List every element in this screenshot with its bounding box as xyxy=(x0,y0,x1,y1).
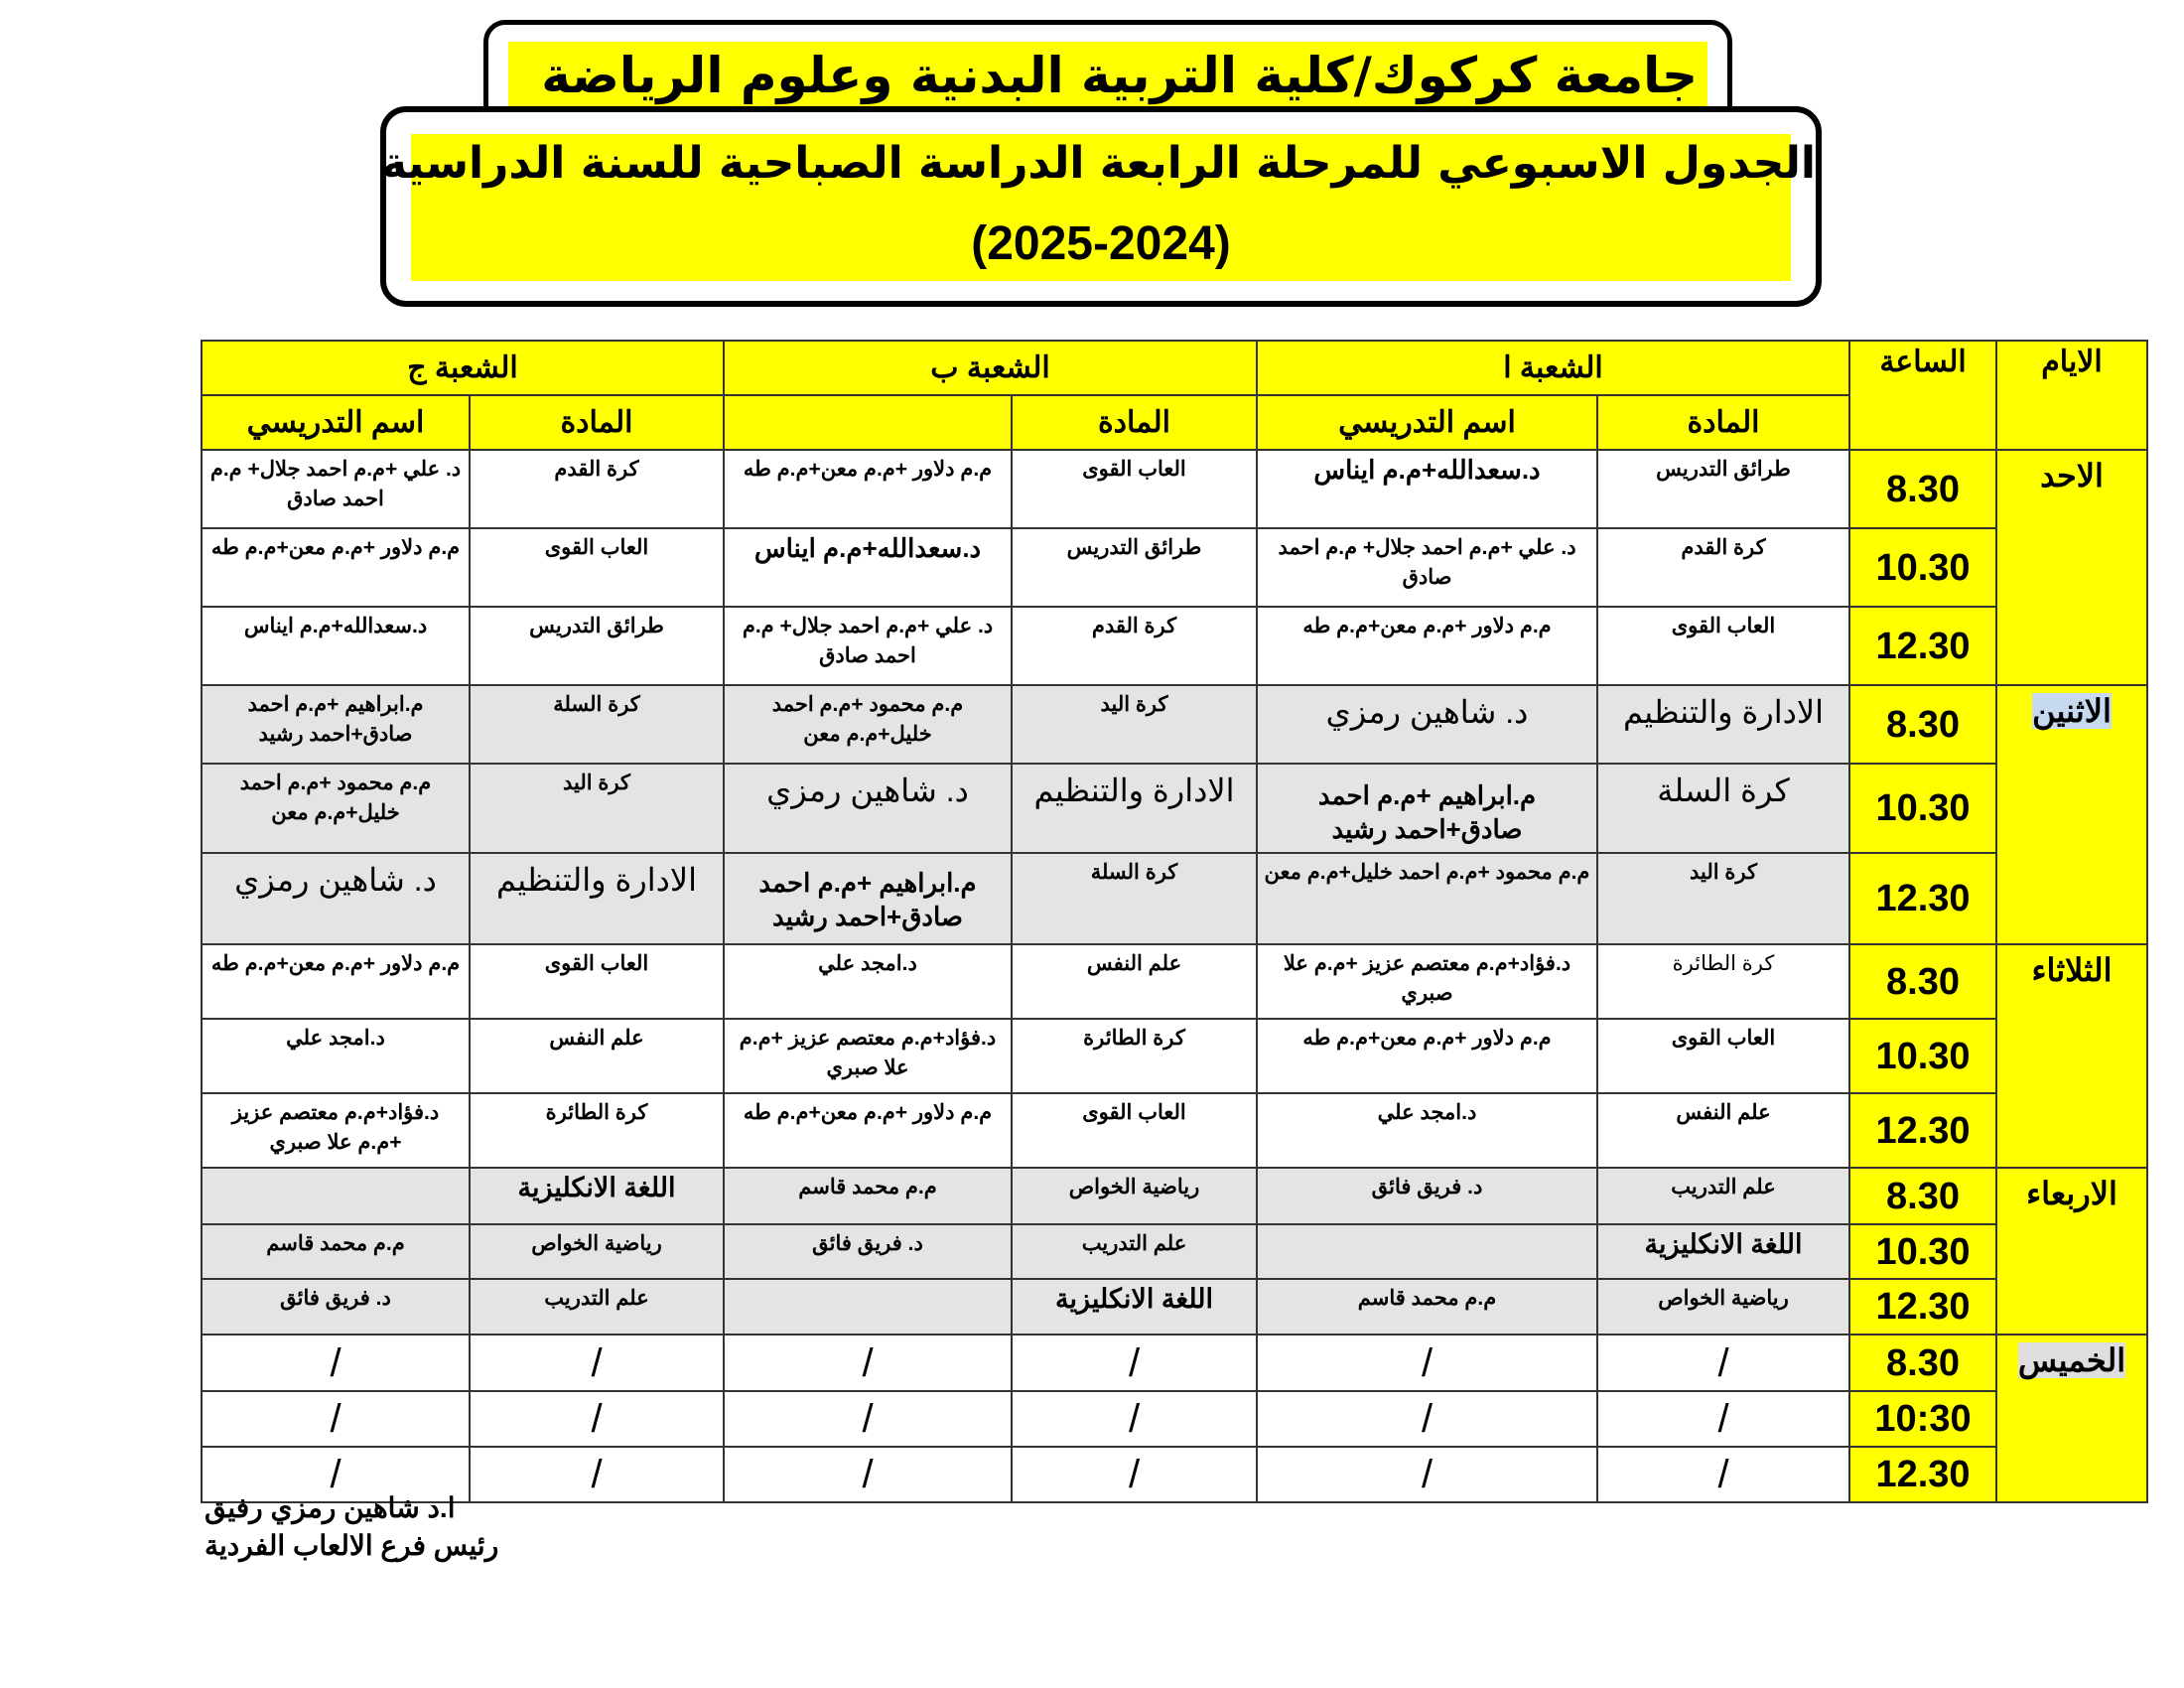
subject-cell: كرة السلة xyxy=(1657,773,1790,808)
subject-cell: الادارة والتنظيم xyxy=(1033,773,1235,808)
subject-cell: رياضية الخواص xyxy=(1658,1287,1789,1310)
empty-slot: / xyxy=(1597,1335,1849,1391)
table-row xyxy=(202,1391,2147,1447)
time-cell: 12.30 xyxy=(1849,1279,1996,1335)
time-cell: 8.30 xyxy=(1849,1168,1996,1224)
teacher-cell: م.م دلاور +م.م معن+م.م طه xyxy=(743,1101,993,1124)
empty-slot: / xyxy=(1597,1391,1849,1447)
time-header: الساعة xyxy=(1849,341,1996,450)
subject-cell: العاب القوى xyxy=(544,952,649,975)
subject-cell: اللغة الانكليزية xyxy=(1055,1284,1213,1314)
subject-cell: العاب القوى xyxy=(1671,615,1776,637)
table-row xyxy=(202,607,2147,685)
subject-cell: العاب القوى xyxy=(544,536,649,559)
section-b-teacher-header xyxy=(724,395,1012,450)
signatory-name: ا.د شاهين رمزي رفيق xyxy=(205,1492,456,1523)
empty-slot: / xyxy=(1257,1335,1597,1391)
subject-cell: طرائق التدريس xyxy=(1656,458,1791,481)
day-thursday-label: الخميس xyxy=(2017,1342,2126,1378)
teacher-cell: م.م محمد قاسم xyxy=(1357,1287,1497,1310)
empty-slot: / xyxy=(470,1335,724,1391)
table-row xyxy=(202,1019,2147,1093)
time-cell: 10.30 xyxy=(1849,1019,1996,1093)
time-cell: 8.30 xyxy=(1849,944,1996,1019)
subject-cell: علم النفس xyxy=(1086,952,1182,975)
time-cell: 10.30 xyxy=(1849,1224,1996,1279)
teacher-cell: د. شاهين رمزي xyxy=(766,773,969,808)
teacher-cell: د. فريق فائق xyxy=(812,1232,923,1255)
teacher-cell: د.امجد علي xyxy=(286,1027,385,1050)
section-c-header: الشعبة ج xyxy=(202,341,724,395)
subject-cell: العاب القوى xyxy=(1671,1027,1776,1050)
subject-cell: علم النفس xyxy=(549,1027,644,1050)
empty-slot: / xyxy=(1597,1447,1849,1502)
teacher-cell: م.م محمود +م.م احمد خليل+م.م معن xyxy=(239,772,432,824)
empty-slot: / xyxy=(202,1335,470,1391)
teacher-cell: د. علي +م.م احمد جلال+ م.م احمد صادق xyxy=(1278,536,1576,589)
teacher-cell: م.م دلاور +م.م معن+م.م طه xyxy=(1302,1027,1552,1050)
time-cell: 12.30 xyxy=(1849,853,1996,944)
subject-cell: طرائق التدريس xyxy=(1066,536,1202,559)
subject-cell: كرة السلة xyxy=(553,693,640,716)
day-sunday: الاحد xyxy=(1996,450,2147,685)
teacher-cell: د.فؤاد+م.م معتصم عزيز +م.م علا صبري xyxy=(231,1101,440,1154)
table-row xyxy=(202,764,2147,853)
subject-cell: كرة اليد xyxy=(562,772,630,794)
teacher-cell: م.م دلاور +م.م معن+م.م طه xyxy=(1302,615,1552,637)
subject-cell: اللغة الانكليزية xyxy=(1644,1229,1803,1259)
table-row xyxy=(202,528,2147,607)
schedule-title: الجدول الاسبوعي للمرحلة الرابعة الدراسة الصباحية للسنة الدراسية xyxy=(381,138,1816,189)
subject-cell: علم النفس xyxy=(1676,1101,1771,1124)
teacher-cell: د.امجد علي xyxy=(818,952,917,975)
table-row xyxy=(202,685,2147,764)
subject-cell: كرة القدم xyxy=(554,458,639,481)
teacher-cell: م.ابراهيم +م.م احمد صادق+احمد رشيد xyxy=(1317,780,1537,844)
empty-slot: / xyxy=(724,1391,1012,1447)
empty-slot: / xyxy=(470,1391,724,1447)
day-tuesday: الثلاثاء xyxy=(1996,944,2147,1168)
teacher-cell: م.م دلاور +م.م معن+م.م طه xyxy=(210,952,461,975)
day-monday xyxy=(1996,685,2147,944)
subject-cell: العاب القوى xyxy=(1082,458,1186,481)
empty-slot: / xyxy=(1012,1447,1257,1502)
time-cell: 10.30 xyxy=(1849,764,1996,853)
subject-cell: كرة القدم xyxy=(1681,536,1766,559)
teacher-cell: د. شاهين رمزي xyxy=(1325,694,1529,730)
teacher-cell xyxy=(725,1280,1011,1284)
subject-cell: كرة الطائرة xyxy=(1083,1027,1185,1050)
teacher-cell: م.م محمد قاسم xyxy=(798,1176,937,1198)
subject-cell: كرة الطائرة xyxy=(1672,952,1775,975)
time-cell: 12.30 xyxy=(1849,1093,1996,1168)
section-header-row xyxy=(202,341,2147,395)
time-cell: 12.30 xyxy=(1849,1447,1996,1502)
subject-cell: علم التدريب xyxy=(1671,1176,1776,1198)
subject-cell: الادارة والتنظيم xyxy=(496,862,697,898)
section-b-header: الشعبة ب xyxy=(724,341,1257,395)
teacher-cell: م.م دلاور +م.م معن+م.م طه xyxy=(743,458,993,481)
subject-cell: اللغة الانكليزية xyxy=(517,1173,676,1202)
section-c-subject-header: المادة xyxy=(470,395,724,450)
teacher-cell: د.امجد علي xyxy=(1377,1101,1477,1124)
weekly-schedule-table xyxy=(201,340,2148,1503)
teacher-cell: د.فؤاد+م.م معتصم عزيز +م.م علا صبري xyxy=(739,1027,997,1079)
subject-cell: رياضية الخواص xyxy=(1068,1176,1200,1198)
table-row xyxy=(202,1279,2147,1335)
teacher-cell: د.فؤاد+م.م معتصم عزيز +م.م علا صبري xyxy=(1283,952,1571,1005)
subject-cell: العاب القوى xyxy=(1082,1101,1186,1124)
teacher-cell: م.م محمود +م.م احمد خليل+م.م معن xyxy=(1264,861,1590,884)
section-a-header: الشعبة ا xyxy=(1257,341,1849,395)
table-row xyxy=(202,450,2147,528)
day-wednesday: الاربعاء xyxy=(1996,1168,2147,1335)
section-c-teacher-header: اسم التدريسي xyxy=(202,395,470,450)
teacher-cell xyxy=(1258,1225,1596,1229)
day-thursday xyxy=(1996,1335,2147,1502)
empty-slot: / xyxy=(1257,1391,1597,1447)
signatory-position: رئيس فرع الالعاب الفردية xyxy=(205,1530,499,1561)
subject-cell: الادارة والتنظيم xyxy=(1623,694,1824,730)
teacher-cell: د.سعدالله+م.م ايناس xyxy=(1313,455,1541,485)
table-row xyxy=(202,944,2147,1019)
empty-slot: / xyxy=(724,1447,1012,1502)
subject-cell: كرة اليد xyxy=(1100,693,1168,716)
subject-cell: كرة السلة xyxy=(1090,861,1178,884)
section-a-teacher-header: اسم التدريسي xyxy=(1257,395,1597,450)
university-title: جامعة كركوك/كلية التربية البدنية وعلوم الرياضة xyxy=(541,47,1698,104)
day-monday-label: الاثنين xyxy=(2032,693,2112,729)
subject-cell: طرائق التدريس xyxy=(529,615,664,637)
teacher-cell: م.م دلاور +م.م معن+م.م طه xyxy=(210,536,461,559)
teacher-cell: د. فريق فائق xyxy=(1371,1176,1483,1198)
time-cell: 10:30 xyxy=(1849,1391,1996,1447)
table-row xyxy=(202,1093,2147,1168)
teacher-cell: د. فريق فائق xyxy=(280,1287,391,1310)
table-row xyxy=(202,1168,2147,1224)
empty-slot: / xyxy=(1012,1335,1257,1391)
table-row xyxy=(202,1224,2147,1279)
signature-block xyxy=(205,1489,498,1565)
subject-cell: علم التدريب xyxy=(1081,1232,1187,1255)
subject-cell: كرة القدم xyxy=(1091,615,1177,637)
time-cell: 8.30 xyxy=(1849,1335,1996,1391)
teacher-cell: م.ابراهيم +م.م احمد صادق+احمد رشيد xyxy=(247,693,424,746)
subject-cell: كرة الطائرة xyxy=(545,1101,648,1124)
empty-slot: / xyxy=(724,1335,1012,1391)
empty-slot: / xyxy=(202,1447,470,1502)
empty-slot: / xyxy=(470,1447,724,1502)
subject-cell: علم التدريب xyxy=(544,1287,649,1310)
empty-slot: / xyxy=(1257,1447,1597,1502)
days-header: الايام xyxy=(1996,341,2147,450)
teacher-cell: د. شاهين رمزي xyxy=(234,862,437,898)
teacher-cell xyxy=(203,1169,469,1173)
academic-year: (2025-2024) xyxy=(971,217,1231,270)
time-cell: 8.30 xyxy=(1849,450,1996,528)
table-row xyxy=(202,853,2147,944)
teacher-cell: م.م محمود +م.م احمد خليل+م.م معن xyxy=(771,693,964,746)
teacher-cell: د.سعدالله+م.م ايناس xyxy=(243,615,428,637)
teacher-cell: د. علي +م.م احمد جلال+ م.م احمد صادق xyxy=(742,615,994,667)
empty-slot: / xyxy=(1012,1391,1257,1447)
teacher-cell: د.سعدالله+م.م ايناس xyxy=(753,533,982,563)
section-a-subject-header: المادة xyxy=(1597,395,1849,450)
table-row xyxy=(202,1335,2147,1391)
teacher-cell: م.ابراهيم +م.م احمد صادق+احمد رشيد xyxy=(758,868,977,931)
empty-slot: / xyxy=(202,1391,470,1447)
time-cell: 8.30 xyxy=(1849,685,1996,764)
schedule-title-box xyxy=(380,106,1822,307)
subject-cell: كرة اليد xyxy=(1689,861,1757,884)
subject-cell: رياضية الخواص xyxy=(531,1232,662,1255)
teacher-cell: م.م محمد قاسم xyxy=(266,1232,405,1255)
teacher-cell: د. علي +م.م احمد جلال+ م.م احمد صادق xyxy=(209,458,462,510)
time-cell: 12.30 xyxy=(1849,607,1996,685)
time-cell: 10.30 xyxy=(1849,528,1996,607)
section-b-subject-header: المادة xyxy=(1012,395,1257,450)
